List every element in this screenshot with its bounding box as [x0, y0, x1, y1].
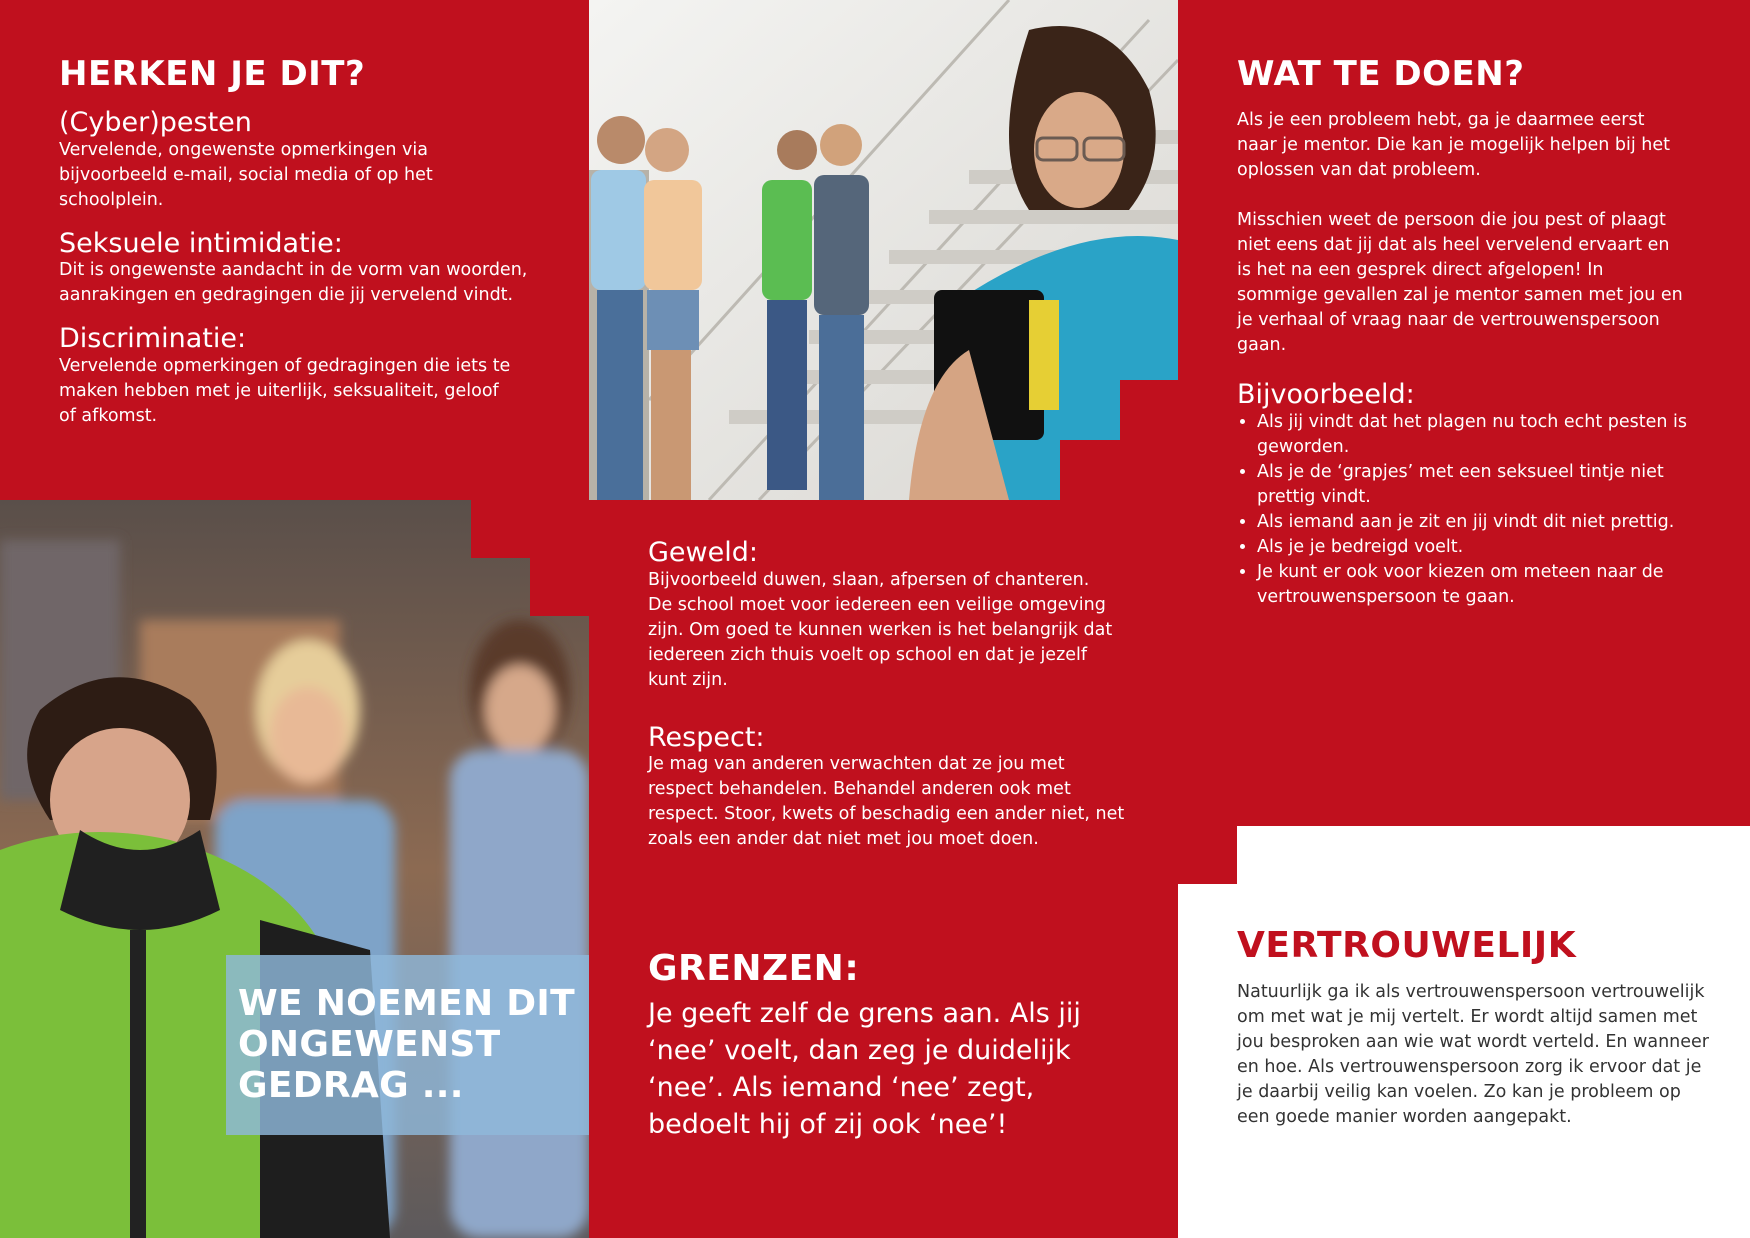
section-text: Je mag van anderen verwachten dat ze jou met respect behandelen. Behandel anderen ook met respect. Stoor, kwets of beschadig een ander niet, net zoals een ander dat niet met jou moet doen. — [648, 754, 1125, 850]
vertrouwelijk-heading: VERTROUWELIJK — [1237, 925, 1577, 966]
list-item: • Je kunt er ook voor kiezen om meteen naar de vertrouwenspersoon te gaan. — [1257, 560, 1697, 610]
list-item: • Als iemand aan je zit en jij vindt dit niet prettig. — [1257, 510, 1697, 535]
section-text: Vervelende, ongewenste opmerkingen via bijvoorbeeld e-mail, social media of op het schoolplein. — [59, 139, 433, 210]
section-title: Geweld: — [648, 537, 758, 568]
section-title: (Cyber)pesten — [59, 107, 252, 138]
intro-paragraph: Als je een probleem hebt, ga je daarmee eerst naar je mentor. Die kan je mogelijk helpen bij het oplossen van dat probleem. — [1237, 110, 1671, 180]
grenzen-heading: GRENZEN: — [648, 948, 860, 989]
example-title: Bijvoorbeeld: — [1237, 379, 1415, 410]
banner-line: WE NOEMEN DIT — [238, 983, 575, 1024]
section-title: Seksuele intimidatie: — [59, 227, 343, 259]
step-decor — [471, 500, 589, 558]
section-title: Discriminatie: — [59, 323, 247, 355]
right-column — [1237, 54, 1707, 610]
herken-heading: HERKEN JE DIT? — [59, 54, 366, 94]
teens-stairs-photo — [589, 0, 1178, 500]
banner-text — [238, 983, 575, 1106]
banner-line: GEDRAG ... — [238, 1065, 464, 1106]
step-decor — [530, 558, 589, 616]
explanation-paragraph: Misschien weet de persoon die jou pest of plaagt niet eens dat jij dat als heel vervelend ervaart en is het na een gesprek direct afgelopen! In sommige gevallen zal je mentor samen met jou en je verhaal of vraag naar de vertrouwenspersoon gaan. — [1237, 210, 1683, 355]
left-column — [59, 54, 539, 429]
example-list — [1237, 410, 1697, 610]
list-item: • Als je de ‘grapjes’ met een seksueel tintje niet prettig vindt. — [1257, 460, 1697, 510]
step-decor — [1120, 380, 1178, 500]
list-item: • Als je je bedreigd voelt. — [1257, 535, 1697, 560]
step-decor — [1060, 440, 1120, 500]
section-title: Respect: — [648, 721, 765, 753]
section-text: Vervelende opmerkingen of gedragingen die iets te maken hebben met je uiterlijk, seksualiteit, geloof of afkomst. — [59, 356, 511, 427]
list-item: • Als jij vindt dat het plagen nu toch echt pesten is geworden. — [1257, 410, 1697, 460]
vertrouwelijk-text: Natuurlijk ga ik als vertrouwenspersoon vertrouwelijk om met wat je mij vertelt. Er wordt altijd samen met jou besproken aan wie wat wordt verteld. En wanneer en hoe. Als vertrouwenspersoon zorg ik ervoor dat je je daarbij veilig kan voelen. Zo kan je probleem op een goede manier worden aangepakt. — [1237, 982, 1709, 1127]
grenzen-block — [648, 948, 1118, 1143]
wat-te-doen-heading: WAT TE DOEN? — [1237, 54, 1525, 94]
section-text: Dit is ongewenste aandacht in de vorm van woorden, aanrakingen en gedragingen die jij vervelend vindt. — [59, 260, 528, 306]
vertrouwelijk-panel-step — [1178, 884, 1237, 1238]
grenzen-text: Je geeft zelf de grens aan. Als jij ‘nee’ voelt, dan zeg je duidelijk ‘nee’. Als iemand ‘nee’ zegt, bedoelt hij of zij ook ‘nee’! — [648, 998, 1081, 1140]
section-text: Bijvoorbeeld duwen, slaan, afpersen of chanteren. De school moet voor iedereen een veilige omgeving zijn. Om goed te kunnen werken is het belangrijk dat iedereen zich thuis voelt op school en dat je jezelf kunt zijn. — [648, 569, 1113, 690]
banner-line: ONGEWENST — [238, 1024, 501, 1065]
middle-column — [648, 538, 1128, 852]
vertrouwelijk-block — [1237, 925, 1717, 1130]
